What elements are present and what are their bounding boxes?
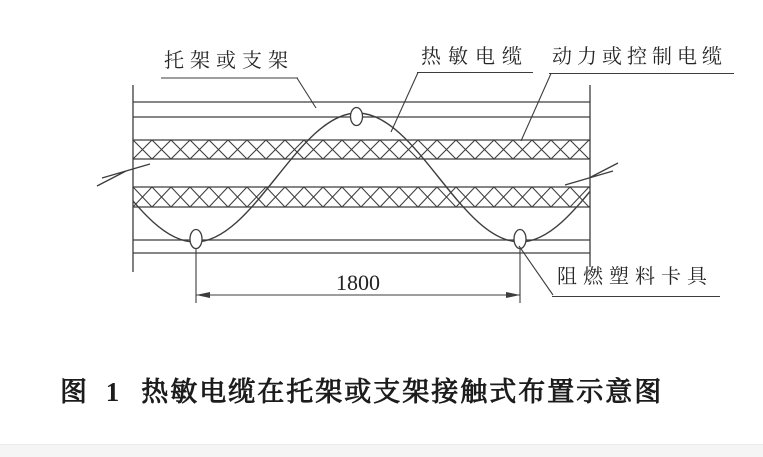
leader-tray-bracket <box>297 78 316 108</box>
label-plastic-clamp: 阻燃塑料卡具 <box>557 266 713 288</box>
footer-bar <box>0 444 763 457</box>
figure-caption-title: 热敏电缆在托架或支架接触式布置示意图 <box>141 377 664 407</box>
heat-sensitive-cable-curve <box>33 113 683 242</box>
break-symbol-right-icon <box>565 163 618 185</box>
hatch-band-lower <box>133 187 590 207</box>
leader-power-cable <box>521 74 551 142</box>
cable-clamps <box>190 108 526 249</box>
hatch-band-upper <box>133 140 590 159</box>
cable-bundle-bands <box>133 140 590 207</box>
figure-caption-number: 图 1 <box>60 377 126 407</box>
label-heat-sensitive-cable: 热敏电缆 <box>421 46 529 68</box>
break-symbols <box>97 163 618 186</box>
dimension-arrow-left-icon <box>196 292 210 298</box>
dimension-value: 1800 <box>336 270 380 295</box>
figure-caption <box>60 370 663 409</box>
break-symbol-left-icon <box>97 164 150 186</box>
label-tray-bracket: 托架或支架 <box>164 50 294 72</box>
dimension-arrow-right-icon <box>506 292 520 298</box>
dimension-1800 <box>196 249 520 303</box>
clamp-ellipse-left <box>190 230 202 249</box>
clamp-ellipse-right <box>514 230 526 249</box>
clamp-ellipse-top <box>351 108 363 126</box>
label-leaders <box>161 73 734 297</box>
label-power-control-cable: 动力或控制电缆 <box>552 46 727 68</box>
